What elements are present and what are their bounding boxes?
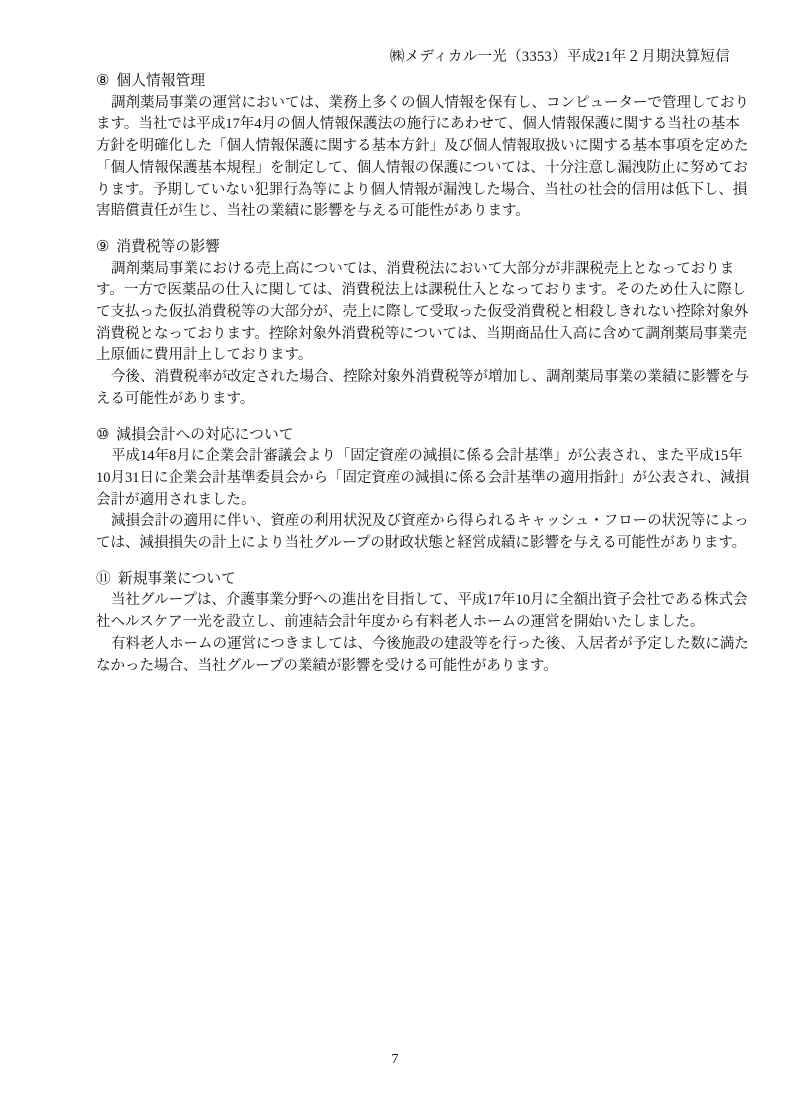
text-line: 調剤薬局事業の運営においては、業務上多くの個人情報を保有し、コンピューターで管理しており <box>111 94 749 111</box>
text-line: える可能性があります。 <box>96 390 255 407</box>
text-line: 方針を明確化した「個人情報保護に関する基本方針」及び個人情報取扱いに関する基本事項を定めた <box>96 138 749 155</box>
section-heading <box>96 71 750 93</box>
section-heading <box>96 237 750 259</box>
text-line: 社ヘルスケア一光を設立し、前連結会計年度から有料老人ホームの運営を開始いたしました。 <box>96 614 705 631</box>
paragraph <box>96 93 750 223</box>
section <box>96 569 750 678</box>
paragraph <box>96 634 750 677</box>
section-title: 消費税等の影響 <box>116 238 220 255</box>
section <box>96 237 750 411</box>
text-line: ては、減損損失の計上により当社グループの財政状態と経営成績に影響を与える可能性があります。 <box>96 535 747 552</box>
page-number: 7 <box>391 1052 399 1067</box>
paragraph <box>96 367 750 410</box>
text-line: 有料老人ホームの運営につきましては、今後施設の建設等を行った後、入居者が予定した数に満た <box>111 635 749 652</box>
document-body <box>96 71 750 677</box>
paragraph <box>96 590 750 633</box>
section-marker: ⑧ <box>96 73 110 89</box>
section-marker: ⑩ <box>96 426 110 443</box>
text-line: 「個人情報保護基本規程」を制定して、個人情報の保護については、十分注意し漏洩防止に努めてお <box>96 159 748 176</box>
text-line: 消費税となっております。控除対象外消費税等については、当期商品仕入高に含めて調剤薬局事業売 <box>96 325 748 342</box>
section-title: 個人情報管理 <box>116 73 206 89</box>
section-marker: ⑨ <box>96 238 110 255</box>
text-line: て支払った仮払消費税等の大部分が、売上に際して受取った仮受消費税と相殺しきれない控除対象外 <box>96 304 749 321</box>
text-line: 当社グループは、介護事業分野への進出を目指して、平成17年10月に全額出資子会社である株式会 <box>111 592 748 609</box>
text-line: 平成14年8月に企業会計審議会より「固定資産の減損に係る会計基準」が公表され、また平成15年 <box>111 448 743 465</box>
section-heading <box>96 425 750 447</box>
paragraph <box>96 446 750 511</box>
text-line: 10月31日に企業会計基準委員会から「固定資産の減損に係る会計基準の適用指針」が公表され、減損 <box>96 469 750 486</box>
section-title: 新規事業について <box>117 570 236 587</box>
text-line: 調剤薬局事業における売上高については、消費税法において大部分が非課税売上となっておりま <box>111 260 735 277</box>
text-line: 会計が適用されました。 <box>96 491 256 508</box>
text-line: ります。予期していない犯罪行為等により個人情報が漏洩した場合、当社の社会的信用は低下し、損 <box>96 181 748 198</box>
section <box>96 425 750 555</box>
text-line: 害賠償責任が生じ、当社の業績に影響を与える可能性があります。 <box>96 203 530 220</box>
section-heading <box>96 569 750 591</box>
text-line: ます。当社では平成17年4月の個人情報保護法の施行にあわせて、個人情報保護に関する当社の基本 <box>96 116 740 133</box>
section <box>96 71 750 223</box>
paragraph <box>96 511 750 554</box>
text-line: なかった場合、当社グループの業績が影響を受ける可能性があります。 <box>96 657 558 674</box>
text-line: す。一方で医薬品の仕入に関しては、消費税法上は課税仕入となっております。そのため仕入に際し <box>96 282 747 299</box>
text-line: 上原価に費用計上しております。 <box>96 347 313 364</box>
text-line: 今後、消費税率が改定された場合、控除対象外消費税等が増加し、調剤薬局事業の業績に影響を与 <box>111 369 749 386</box>
text-line: 減損会計の適用に伴い、資産の利用状況及び資産から得られるキャッシュ・フローの状況等によっ <box>111 513 749 530</box>
section-title: 減損会計への対応について <box>116 426 294 443</box>
document-header: ㈱メディカル一光（3353）平成21年２月期決算短信 <box>389 49 730 65</box>
section-marker: ⑪ <box>96 570 111 587</box>
paragraph <box>96 259 750 368</box>
